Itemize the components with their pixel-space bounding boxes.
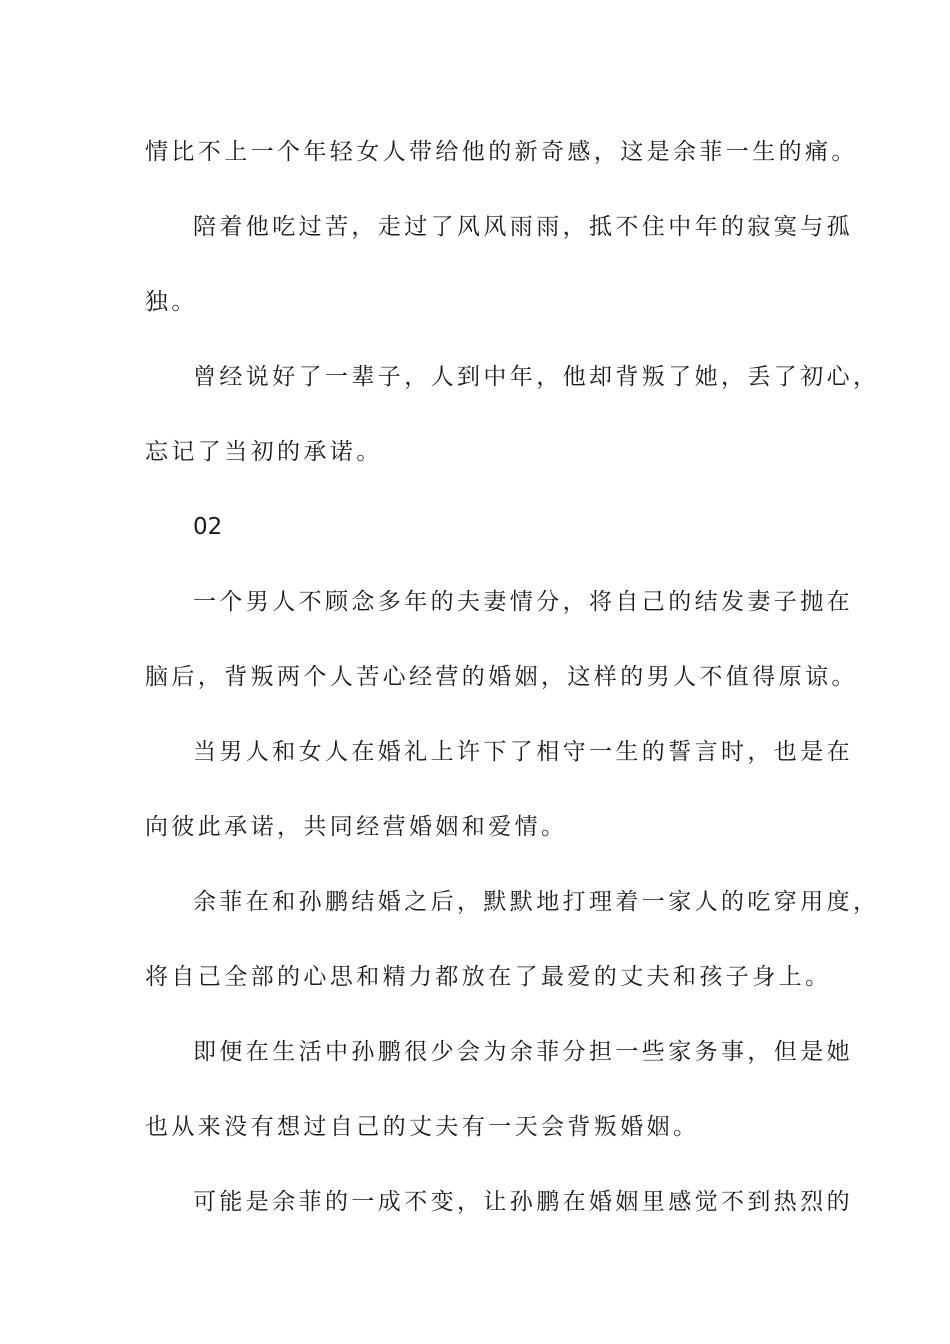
paragraph-line: 向彼此承诺，共同经营婚姻和爱情。: [145, 814, 568, 840]
paragraph-line: 脑后，背叛两个人苦心经营的婚姻，这样的男人不值得原谅。: [145, 664, 858, 690]
paragraph-line: 一个男人不顾念多年的夫妻情分，将自己的结发妻子抛在: [193, 589, 853, 615]
paragraph-line: 陪着他吃过苦，走过了风风雨雨，抵不住中年的寂寞与孤: [193, 214, 853, 240]
paragraph-line: 独。: [145, 289, 198, 315]
paragraph-line: 情比不上一个年轻女人带给他的新奇感，这是余菲一生的痛。: [145, 139, 858, 165]
paragraph-line: 曾经说好了一辈子，人到中年，他却背叛了她，丢了初心，: [193, 364, 880, 390]
section-number: 02: [193, 514, 223, 540]
paragraph-line: 余菲在和孙鹏结婚之后，默默地打理着一家人的吃穿用度，: [193, 889, 880, 915]
paragraph-line: 可能是余菲的一成不变，让孙鹏在婚姻里感觉不到热烈的: [193, 1189, 853, 1215]
paragraph-line: 也从来没有想过自己的丈夫有一天会背叛婚姻。: [145, 1114, 700, 1140]
paragraph-line: 忘记了当初的承诺。: [145, 439, 383, 465]
paragraph-line: 当男人和女人在婚礼上许下了相守一生的誓言时，也是在: [193, 739, 853, 765]
paragraph-line: 将自己全部的心思和精力都放在了最爱的丈夫和孩子身上。: [145, 964, 832, 990]
paragraph-line: 即便在生活中孙鹏很少会为余菲分担一些家务事，但是她: [193, 1039, 853, 1065]
